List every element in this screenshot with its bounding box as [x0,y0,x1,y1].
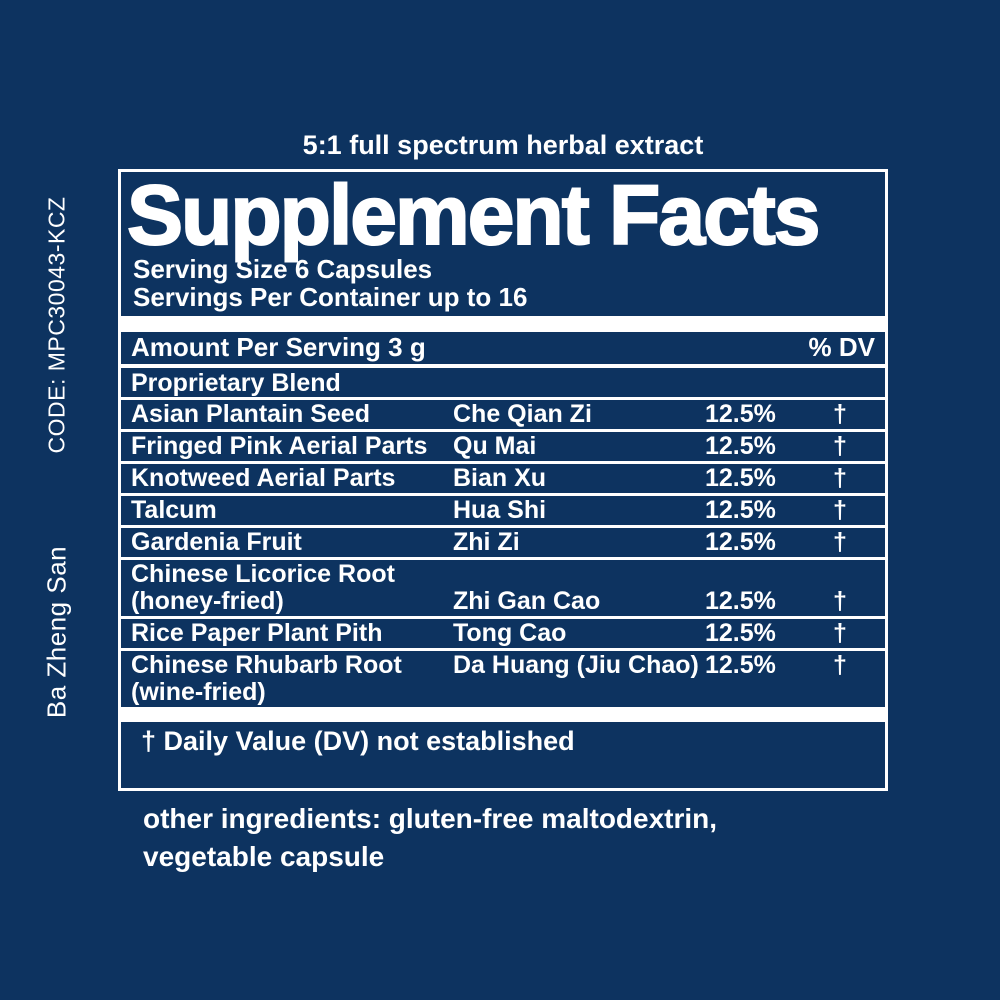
panel-title: Supplement Facts [127,168,819,262]
serving-size: Serving Size 6 Capsules [133,254,433,284]
ingredient-name: Knotweed Aerial Parts [131,464,396,492]
ingredient-pinyin: Che Qian Zi [453,400,592,428]
ingredient-row [121,429,885,461]
ingredient-name: Fringed Pink Aerial Parts [131,432,428,460]
ingredient-percent: 12.5% [705,464,776,492]
dv-dagger: † [833,400,847,428]
dv-dagger: † [833,651,847,679]
ingredient-pinyin: Zhi Zi [453,528,520,556]
dv-footnote: † Daily Value (DV) not established [141,726,575,756]
ingredient-percent: 12.5% [705,496,776,524]
ingredient-row [121,525,885,557]
ingredient-name: Chinese Rhubarb Root (wine-fried) [131,651,402,706]
ingredient-pinyin: Da Huang (Jiu Chao) [453,651,699,679]
amount-per-serving-label: Amount Per Serving 3 g [131,332,426,362]
side-code-text: CODE: MPC30043-KCZ [43,196,70,454]
dv-dagger: † [833,619,847,647]
separator-bar-thick [121,316,885,332]
ingredient-percent: 12.5% [705,432,776,460]
dv-dagger: † [833,496,847,524]
blend-title: Proprietary Blend [131,369,341,397]
ingredient-percent: 12.5% [705,400,776,428]
ingredient-row [121,397,885,429]
side-product-name: Ba Zheng San [41,545,72,719]
ingredient-percent: 12.5% [705,651,776,679]
ingredient-name: Talcum [131,496,217,524]
ingredient-percent: 12.5% [705,587,776,615]
amount-header-row [121,332,885,362]
ingredient-percent: 12.5% [705,619,776,647]
dv-dagger: † [833,432,847,460]
ingredient-name: Asian Plantain Seed [131,400,370,428]
dv-header-label: % DV [808,332,875,362]
servings-per-container: Servings Per Container up to 16 [133,282,528,312]
dv-dagger: † [833,587,847,615]
ingredient-row [121,493,885,525]
ingredient-percent: 12.5% [705,528,776,556]
ingredient-row [121,616,885,648]
dv-dagger: † [833,464,847,492]
separator-bar-thick [121,707,885,722]
ingredient-name: Chinese Licorice Root (honey-fried) [131,560,395,615]
other-ingredients-text: other ingredients: gluten-free maltodextrin, vegetable capsule [143,803,718,872]
supplement-facts-panel [118,169,888,791]
ingredient-pinyin: Qu Mai [453,432,537,460]
extract-tagline: 5:1 full spectrum herbal extract [302,130,704,160]
ingredient-pinyin: Zhi Gan Cao [453,587,601,615]
ingredient-pinyin: Tong Cao [453,619,567,647]
ingredient-row [121,648,885,707]
ingredient-row [121,557,885,616]
ingredient-pinyin: Hua Shi [453,496,547,524]
dv-dagger: † [833,528,847,556]
ingredient-name: Rice Paper Plant Pith [131,619,383,647]
ingredient-pinyin: Bian Xu [453,464,547,492]
ingredient-name: Gardenia Fruit [131,528,302,556]
ingredient-row [121,461,885,493]
